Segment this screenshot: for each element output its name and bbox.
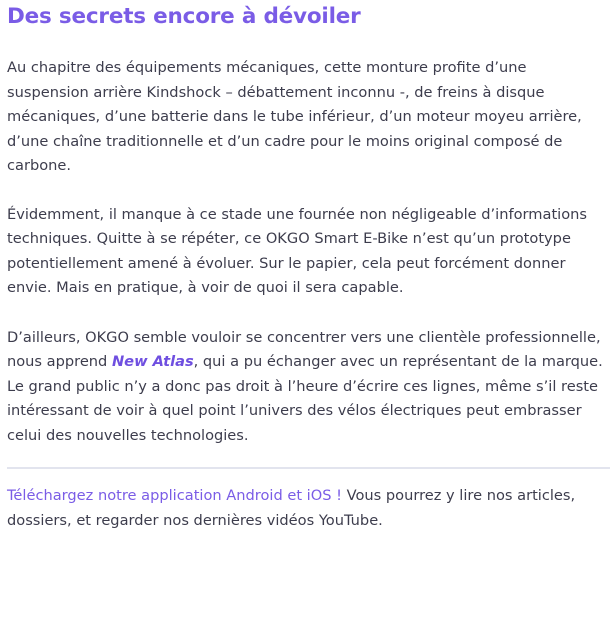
paragraph-equipment: Au chapitre des équipements mécaniques, cette monture profite d’une suspension arrière Kindshock – débattement inconnu -, de freins à disque mécaniques, d’une batterie dans le tube inférieur, d’un moteur moyeu arrière, d’une chaîne traditionnelle et d’un cadre pour le moins original composé de carbone. (7, 59, 582, 174)
paragraph-technical-info: Évidemment, il manque à ce stade une fournée non négligeable d’informations techniques. Quitte à se répéter, ce OKGO Smart E-Bike n’est qu’un prototype potentiellement amené à évoluer. Sur le papier, cela peut forcément donner envie. Mais en pratique, à voir de quoi il sera capable. (7, 205, 588, 296)
new-atlas-link[interactable]: New Atlas (111, 353, 194, 370)
article-body (0, 2, 616, 533)
section-heading: Des secrets encore à dévoiler (7, 4, 361, 29)
paragraph-text-before-link: D’ailleurs, OKGO semble vouloir se concentrer vers une clientèle professionnelle, nous apprend (7, 328, 601, 370)
app-promo-text: Vous pourrez y lire nos articles, dossiers, et regarder nos dernières vidéos YouTube. (7, 487, 576, 529)
paragraph-clientele (7, 326, 606, 449)
paragraph-text-after-link: , qui a pu échanger avec un représentant de la marque. Le grand public n’y a donc pas droit à l’heure d’écrire ces lignes, même s’il reste intéressant de voir à quel point l’univers des vélos électriques peut embrasser celui des nouvelles technologies. (7, 353, 603, 444)
app-promo (7, 484, 606, 533)
divider (7, 467, 610, 469)
download-app-link[interactable]: Téléchargez notre application Android et iOS ! (7, 487, 342, 504)
